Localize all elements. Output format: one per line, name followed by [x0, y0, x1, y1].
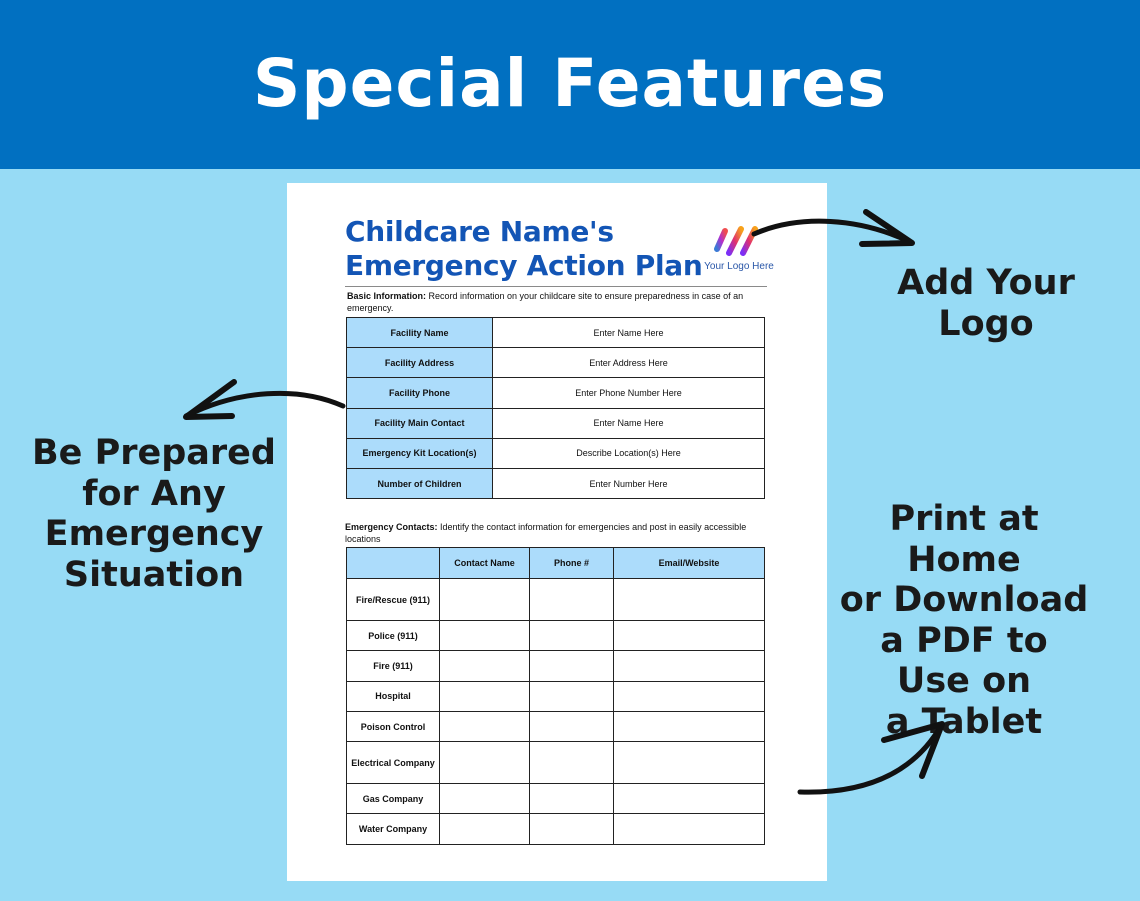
- contact-entry-cell[interactable]: [530, 742, 614, 784]
- contact-entry-cell[interactable]: [440, 681, 530, 711]
- contact-type-label: Fire/Rescue (911): [347, 579, 440, 621]
- field-value[interactable]: Enter Name Here: [493, 318, 765, 348]
- contact-entry-cell[interactable]: [614, 742, 765, 784]
- arrow-to-document-icon: [794, 716, 954, 802]
- contact-type-label: Gas Company: [347, 784, 440, 814]
- contact-entry-cell[interactable]: [440, 711, 530, 741]
- contact-entry-cell[interactable]: [530, 711, 614, 741]
- table-row: [347, 681, 765, 711]
- contact-entry-cell[interactable]: [530, 621, 614, 651]
- field-label: Number of Children: [347, 468, 493, 498]
- callout-add-logo: [884, 263, 1088, 344]
- callout-be-prepared: [28, 433, 280, 595]
- table-corner-cell: [347, 548, 440, 579]
- table-row: [347, 318, 765, 348]
- contact-entry-cell[interactable]: [530, 784, 614, 814]
- contact-entry-cell[interactable]: [614, 711, 765, 741]
- field-label: Facility Phone: [347, 378, 493, 408]
- contact-type-label: Water Company: [347, 814, 440, 844]
- callout-line: Situation: [63, 554, 245, 595]
- contact-entry-cell[interactable]: [614, 621, 765, 651]
- table-row: [347, 348, 765, 378]
- emergency-contacts-text: Identify the contact information for emergencies and post in easily accessible locations: [345, 522, 747, 544]
- contact-entry-cell[interactable]: [614, 651, 765, 681]
- header-banner: [0, 0, 1140, 169]
- contact-type-label: Fire (911): [347, 651, 440, 681]
- field-value[interactable]: Enter Phone Number Here: [493, 378, 765, 408]
- emergency-contacts-description: [345, 521, 769, 545]
- basic-info-heading: Basic Information:: [347, 291, 427, 301]
- field-value[interactable]: Enter Number Here: [493, 468, 765, 498]
- field-label: Facility Name: [347, 318, 493, 348]
- contact-entry-cell[interactable]: [440, 742, 530, 784]
- callout-line: Use on: [896, 661, 1032, 701]
- contact-type-label: Hospital: [347, 681, 440, 711]
- table-row: [347, 742, 765, 784]
- callout-line: a PDF to: [880, 620, 1048, 661]
- table-row: [347, 651, 765, 681]
- field-label: Emergency Kit Location(s): [347, 438, 493, 468]
- contact-entry-cell[interactable]: [530, 651, 614, 681]
- contact-entry-cell[interactable]: [614, 784, 765, 814]
- callout-print-download: [830, 499, 1098, 742]
- table-header-row: [347, 548, 765, 579]
- callout-line: a Tablet: [885, 701, 1043, 742]
- document-title-line2: Emergency Action Plan: [345, 249, 703, 282]
- logo-placeholder-text: Your Logo Here: [704, 261, 774, 272]
- field-value[interactable]: Describe Location(s) Here: [493, 438, 765, 468]
- basic-info-text: Record information on your childcare site to ensure preparedness in case of an emergency.: [347, 291, 744, 313]
- contact-type-label: Police (911): [347, 621, 440, 651]
- field-value[interactable]: Enter Name Here: [493, 408, 765, 438]
- contact-entry-cell[interactable]: [440, 651, 530, 681]
- page-title: Special Features: [252, 45, 888, 122]
- contact-entry-cell[interactable]: [440, 579, 530, 621]
- callout-line: Print at Home: [889, 499, 1039, 580]
- contact-entry-cell[interactable]: [530, 814, 614, 844]
- emergency-contacts-table: [346, 547, 765, 845]
- field-label: Facility Main Contact: [347, 408, 493, 438]
- contact-type-label: Electrical Company: [347, 742, 440, 784]
- contact-entry-cell[interactable]: [440, 814, 530, 844]
- document-title-line1: Childcare Name's: [345, 215, 614, 248]
- column-header: Contact Name: [440, 548, 530, 579]
- arrow-to-logo-icon: [750, 200, 920, 260]
- table-row: [347, 814, 765, 844]
- table-row: [347, 621, 765, 651]
- callout-line: or Download: [839, 580, 1089, 620]
- title-divider: [345, 286, 767, 287]
- basic-info-table: [346, 317, 765, 499]
- contact-entry-cell[interactable]: [614, 814, 765, 844]
- field-value[interactable]: Enter Address Here: [493, 348, 765, 378]
- field-label: Facility Address: [347, 348, 493, 378]
- table-row: [347, 378, 765, 408]
- table-row: [347, 438, 765, 468]
- callout-line: for Any: [82, 473, 226, 514]
- contact-type-label: Poison Control: [347, 711, 440, 741]
- table-row: [347, 408, 765, 438]
- column-header: Phone #: [530, 548, 614, 579]
- contact-entry-cell[interactable]: [440, 621, 530, 651]
- emergency-contacts-heading: Emergency Contacts:: [345, 522, 438, 532]
- table-row: [347, 579, 765, 621]
- column-header: Email/Website: [614, 548, 765, 579]
- document-title: [345, 215, 705, 283]
- callout-line: Logo: [938, 303, 1034, 344]
- table-row: [347, 711, 765, 741]
- contact-entry-cell[interactable]: [614, 579, 765, 621]
- callout-line: Be Prepared: [32, 433, 276, 473]
- callout-line: Emergency: [44, 514, 264, 554]
- basic-info-description: [347, 290, 767, 314]
- callout-line: Add Your: [897, 263, 1075, 303]
- table-row: [347, 784, 765, 814]
- arrow-to-table-icon: [178, 376, 348, 426]
- contact-entry-cell[interactable]: [440, 784, 530, 814]
- contact-entry-cell[interactable]: [530, 579, 614, 621]
- table-row: [347, 468, 765, 498]
- contact-entry-cell[interactable]: [530, 681, 614, 711]
- document-preview: [287, 183, 827, 881]
- contact-entry-cell[interactable]: [614, 681, 765, 711]
